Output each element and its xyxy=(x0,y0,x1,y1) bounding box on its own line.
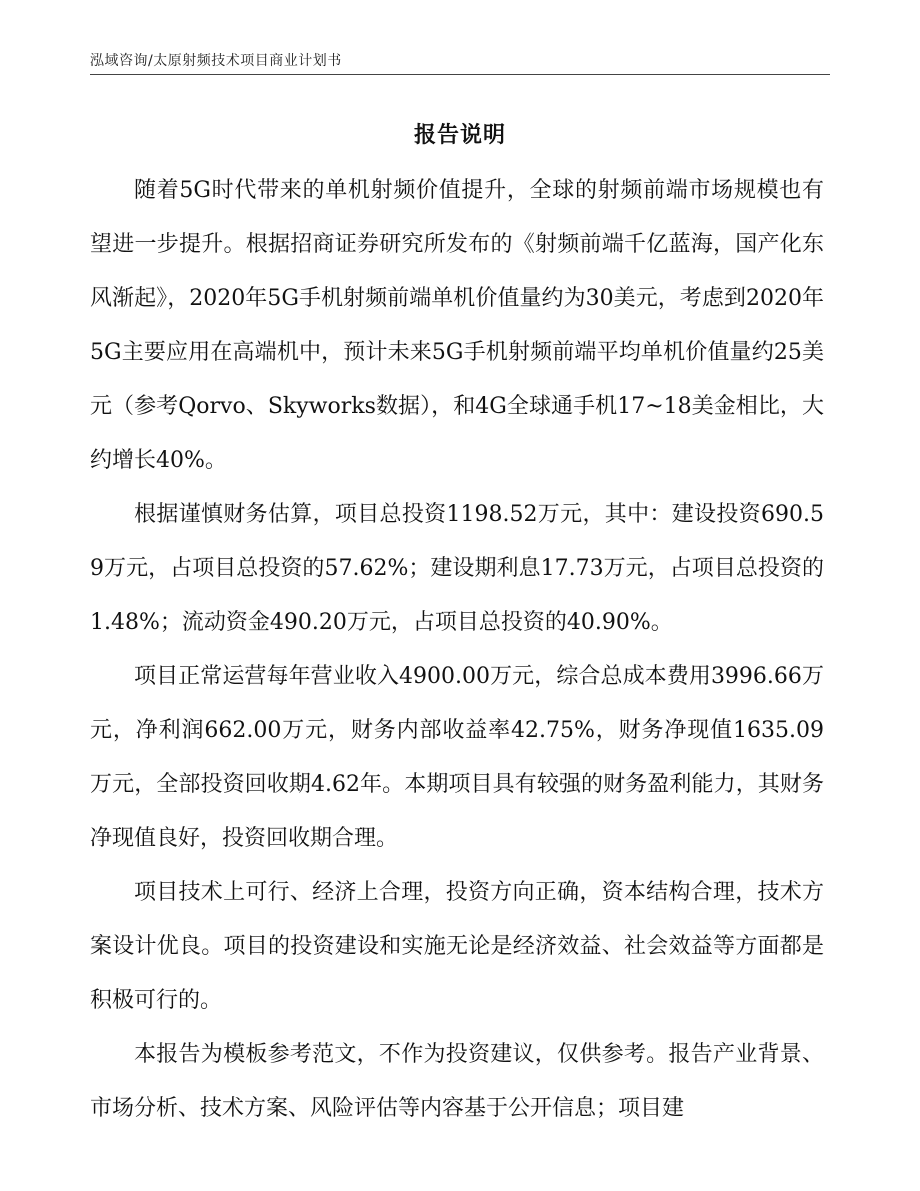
header-divider xyxy=(90,74,830,75)
running-header: 泓域咨询/太原射频技术项目商业计划书 xyxy=(90,53,342,69)
paragraph-market-background: 随着5G时代带来的单机射频价值提升，全球的射频前端市场规模也有望进一步提升。根据招商证券研究所发布的《射频前端千亿蓝海，国产化东风渐起》，2020年5G手机射频前端单机价值量约为30美元，考虑到2020年5G主要应用在高端机中，预计未来5G手机射频前端平均单机价值量约25美元（参考Qorvo、Skyworks数据），和4G全球通手机17~18美金相比，大约增长40%。 xyxy=(90,178,824,473)
paragraph-financial-returns: 项目正常运营每年营业收入4900.00万元，综合总成本费用3996.66万元，净利润662.00万元，财务内部收益率42.75%，财务净现值1635.09万元，全部投资回收期4.62年。本期项目具有较强的财务盈利能力，其财务净现值良好，投资回收期合理。 xyxy=(90,664,824,851)
paragraph-investment-estimate: 根据谨慎财务估算，项目总投资1198.52万元，其中：建设投资690.59万元，占项目总投资的57.62%；建设期利息17.73万元，占项目总投资的1.48%；流动资金490.20万元，占项目总投资的40.90%。 xyxy=(90,502,824,635)
paragraph-feasibility: 项目技术上可行、经济上合理，投资方向正确，资本结构合理，技术方案设计优良。项目的投资建设和实施无论是经济效益、社会效益等方面都是积极可行的。 xyxy=(90,880,824,1013)
paragraph-disclaimer: 本报告为模板参考范文，不作为投资建议，仅供参考。报告产业背景、市场分析、技术方案、风险评估等内容基于公开信息；项目建 xyxy=(90,1042,824,1121)
page-title: 报告说明 xyxy=(413,123,506,148)
document-body xyxy=(90,164,824,1136)
